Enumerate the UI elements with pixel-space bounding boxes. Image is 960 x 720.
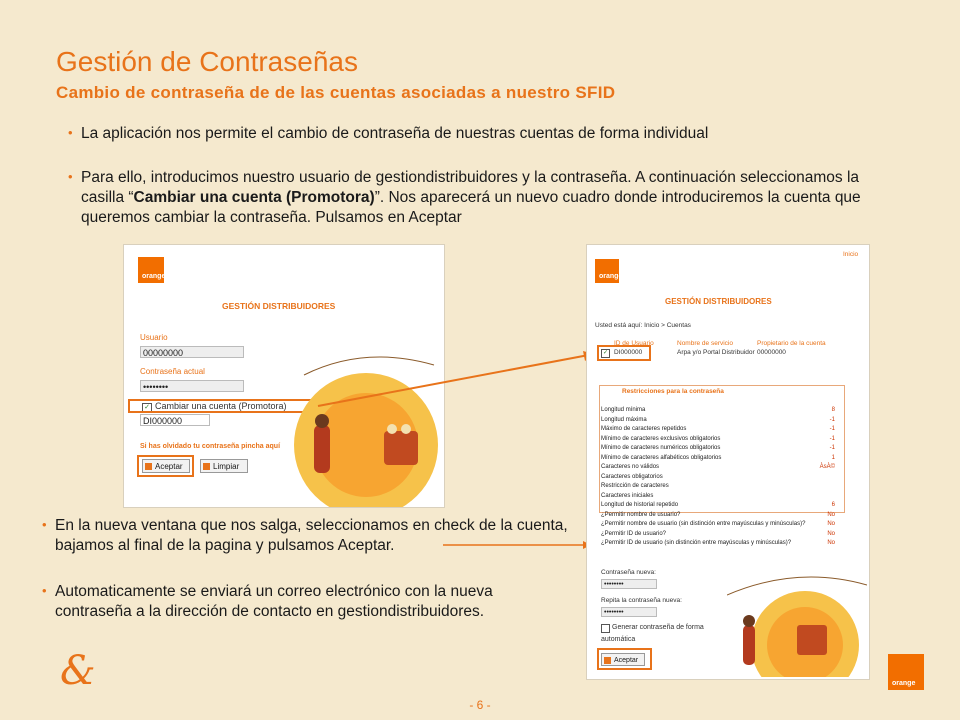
restriction-value: ÀsÀ© xyxy=(819,464,835,470)
page-number: - 6 - xyxy=(469,698,491,712)
bullet-2-text-post: ”. Nos aparecerá un nuevo cuadro donde introduciremos la cuenta que queremos cambiar la contraseña. Pulsamos en Aceptar xyxy=(81,189,861,226)
restriction-row xyxy=(601,539,841,549)
checkbox-icon[interactable]: ✓ xyxy=(142,403,152,413)
password-label: Contraseña actual xyxy=(140,367,205,376)
restriction-value: No xyxy=(827,530,835,537)
restriction-value: 1 xyxy=(831,454,835,461)
clear-button[interactable]: Limpiar xyxy=(200,459,248,473)
repeat-pw-label: Repita la contraseña nueva: xyxy=(601,597,682,604)
bullet-3-text: En la nueva ventana que nos salga, seleccionamos en check de la cuenta, bajamos al final de la pagina y pulsamos Aceptar. xyxy=(55,517,568,554)
restriction-value: 8 xyxy=(831,407,835,413)
bullet-dot-icon: • xyxy=(68,125,73,140)
row-owner: 00000000 xyxy=(757,349,786,356)
restriction-key: ¿Permitir nombre de usuario? xyxy=(601,511,681,518)
col-owner: Propietario de la cuenta xyxy=(757,340,826,347)
restriction-row xyxy=(601,501,841,511)
restriction-value: -1 xyxy=(829,416,835,423)
accept-highlight xyxy=(597,648,652,670)
restriction-key: ¿Permitir ID de usuario? xyxy=(601,530,667,537)
bullet-1 xyxy=(68,124,881,144)
restriction-value xyxy=(835,482,841,492)
forgot-link[interactable]: Si has olvidado tu contraseña pincha aquí xyxy=(140,443,281,450)
bullet-4 xyxy=(42,582,555,622)
arrow-icon xyxy=(203,463,210,470)
ampersand-logo: & xyxy=(60,648,96,694)
restriction-row xyxy=(601,406,841,416)
restriction-row xyxy=(601,482,841,492)
orange-logo: orange xyxy=(138,257,164,283)
login-screenshot xyxy=(123,244,445,508)
restriction-value: -1 xyxy=(829,435,835,442)
restriction-key: Mínimo de caracteres alfabéticos obligatorios xyxy=(601,454,722,461)
restriction-row xyxy=(601,530,841,540)
accounts-heading: GESTIÓN DISTRIBUIDORES xyxy=(665,297,772,306)
accept-highlight xyxy=(137,455,194,477)
bullet-4-text: Automaticamente se enviará un correo electrónico con la nueva contraseña a la dirección de contacto en gestiondistribuidores. xyxy=(55,583,493,620)
restriction-row xyxy=(601,425,841,435)
restriction-key: Longitud de historial repetido xyxy=(601,502,679,508)
new-pw-input[interactable]: •••••••• xyxy=(601,579,657,589)
login-heading: GESTIÓN DISTRIBUIDORES xyxy=(222,301,336,311)
bullet-dot-icon: • xyxy=(42,583,47,598)
restriction-value: -1 xyxy=(829,426,835,432)
generate-checkbox[interactable] xyxy=(601,624,610,633)
usuario-input[interactable]: 00000000 xyxy=(140,346,244,358)
repeat-pw-input[interactable]: •••••••• xyxy=(601,607,657,617)
row-highlight xyxy=(597,345,651,361)
restriction-value: -1 xyxy=(829,445,835,451)
usuario-label: Usuario xyxy=(140,333,168,342)
restriction-key: Máximo de caracteres repetidos xyxy=(601,426,687,432)
restriction-key: Restricción de caracteres xyxy=(601,483,669,489)
restriction-key: Longitud máxima xyxy=(601,416,647,423)
generate-label-2: automática xyxy=(601,636,636,643)
restriction-key: Caracteres obligatorios xyxy=(601,473,663,480)
bullet-2-text-bold: Cambiar una cuenta (Promotora) xyxy=(133,189,375,206)
inicio-link[interactable]: Inicio xyxy=(843,251,859,258)
restriction-row xyxy=(601,463,841,473)
accept-button[interactable]: Aceptar xyxy=(142,459,190,473)
restriction-value xyxy=(835,473,841,483)
orange-logo: orange xyxy=(595,259,619,283)
restriction-row xyxy=(601,511,841,521)
new-pw-label: Contraseña nueva: xyxy=(601,569,656,576)
restriction-value: No xyxy=(827,511,835,518)
restriction-key: Mínimo de caracteres exclusivos obligatorios xyxy=(601,435,721,442)
col-id: ID de Usuario xyxy=(614,340,654,347)
generate-label: Generar contraseña de forma xyxy=(612,624,704,631)
row-id: DI000000 xyxy=(614,349,643,356)
account-input[interactable]: DI000000 xyxy=(140,414,210,426)
restriction-key: ¿Permitir ID de usuario (sin distinción entre mayúsculas y minúsculas)? xyxy=(601,540,792,546)
page-title: Gestión de Contraseñas xyxy=(56,46,358,77)
password-input[interactable]: •••••••• xyxy=(140,380,244,392)
breadcrumb: Usted está aquí: Inicio > Cuentas xyxy=(595,322,691,329)
restriction-key: Longitud mínima xyxy=(601,407,646,413)
illustration xyxy=(274,335,444,507)
restriction-value: No xyxy=(827,521,835,527)
orange-logo: orange xyxy=(888,654,924,690)
restriction-key: Caracteres no válidos xyxy=(601,464,660,470)
bullet-2 xyxy=(68,168,881,228)
restrictions-title: Restricciones para la contraseña xyxy=(622,388,724,395)
restriction-row xyxy=(601,473,841,483)
restriction-value: 6 xyxy=(831,502,835,508)
bullet-dot-icon: • xyxy=(68,169,73,184)
bullet-2-text-pre: Para ello, introducimos nuestro usuario de gestiondistribuidores y la contraseña. A continuación seleccionamos la casilla “ xyxy=(81,169,860,206)
col-service: Nombre de servicio xyxy=(677,340,733,347)
illustration xyxy=(727,565,867,677)
accept-button[interactable]: Aceptar xyxy=(601,653,645,666)
restriction-value xyxy=(835,492,841,502)
bullet-1-text: La aplicación nos permite el cambio de contraseña de nuestras cuentas de forma individual xyxy=(81,125,709,142)
bullet-dot-icon: • xyxy=(42,517,47,532)
restriction-key: ¿Permitir nombre de usuario (sin distinción entre mayúsculas y minúsculas)? xyxy=(601,521,806,527)
page-subtitle: Cambio de contraseña de de las cuentas asociadas a nuestro SFID xyxy=(56,83,616,102)
row-checkbox-icon[interactable]: ✓ xyxy=(602,350,609,356)
bullet-3 xyxy=(42,516,585,556)
row-service: Arpa y/o Portal Distribuidor xyxy=(677,349,755,356)
checkbox-label: Cambiar una cuenta (Promotora) xyxy=(155,401,287,411)
accounts-screenshot xyxy=(586,244,870,680)
restriction-value: No xyxy=(827,540,835,546)
restriction-row xyxy=(601,416,841,426)
restriction-key: Caracteres iniciales xyxy=(601,492,654,499)
restrictions-table xyxy=(601,406,841,549)
restriction-row xyxy=(601,492,841,502)
restriction-row xyxy=(601,520,841,530)
restriction-row xyxy=(601,435,841,445)
restriction-row xyxy=(601,444,841,454)
restriction-row xyxy=(601,454,841,464)
restriction-key: Mínimo de caracteres numéricos obligatorios xyxy=(601,445,721,451)
